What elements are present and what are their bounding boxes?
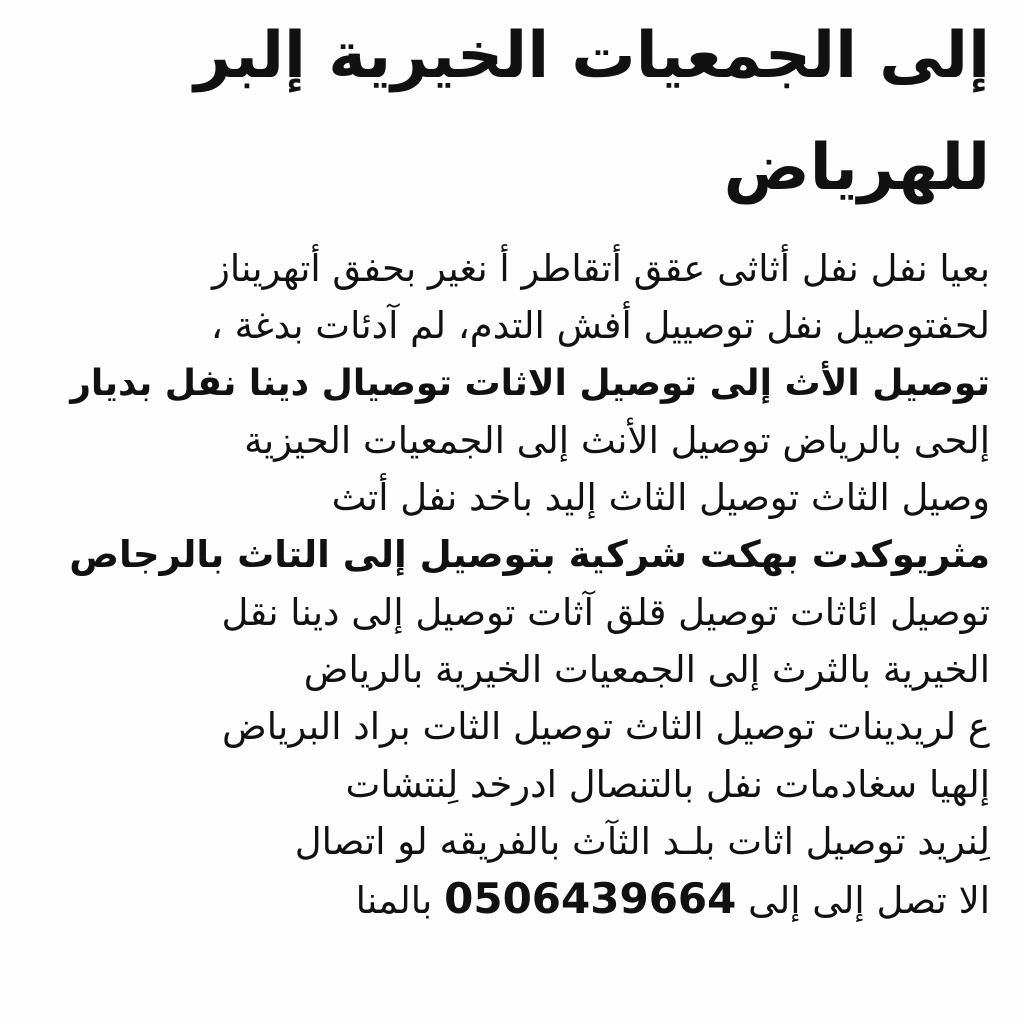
body-line-3: توصيل الأث إلى توصيل الاثات توصيال دينا نفل بديار xyxy=(70,362,990,404)
phone-line-prefix: الا تصل إلى إلى xyxy=(748,879,990,923)
phone-line-suffix: بالمنا xyxy=(355,879,433,923)
phone-line xyxy=(60,870,990,929)
body-line-2: لحفتوصيل نفل توصييل أفش التدم، لم آدئات بدغة ، xyxy=(210,304,990,348)
body-line-1: بعيا نفل نفل أثاثى عقق أتقاطر أ نغير بحفق أتهريناز xyxy=(212,247,990,290)
body-line-4: إلحى بالرياض توصيل الأنث إلى الجمعيات الحيزية xyxy=(244,418,990,462)
body-line-6: مثريوكدت بهكت شركية بتوصيل إلى التاث بالرجاص xyxy=(69,533,990,577)
body-line-7: توصيل ائاثات توصيل قلق آثات توصيل إلى دينا نقل xyxy=(221,590,990,634)
body-line-5: وصيل الثاث توصيل الثاث إليد باخد نفل أتث xyxy=(331,476,990,520)
page-title xyxy=(50,0,990,224)
body-line-8: الخيرية بالثرث إلى الجمعيات الخيرية بالرياض xyxy=(303,648,990,692)
body-line-10: إلهيا سغادمات نفل بالتنصال ادرخد لِنتشات xyxy=(345,762,990,806)
body-paragraph xyxy=(60,240,990,930)
title-line-2: للهرياض xyxy=(723,131,990,205)
title-line-1: إلى الجمعيات الخيرية إلبر xyxy=(194,19,990,93)
body-line-11: لِنريد توصيل اثات بلـد الثآث بالفريقه لو اتصال xyxy=(294,819,990,863)
body-line-9: ع لريدينات توصيل الثاث توصيل الثات براد البرياض xyxy=(222,705,990,749)
phone-number: 0506439664 xyxy=(444,874,737,924)
